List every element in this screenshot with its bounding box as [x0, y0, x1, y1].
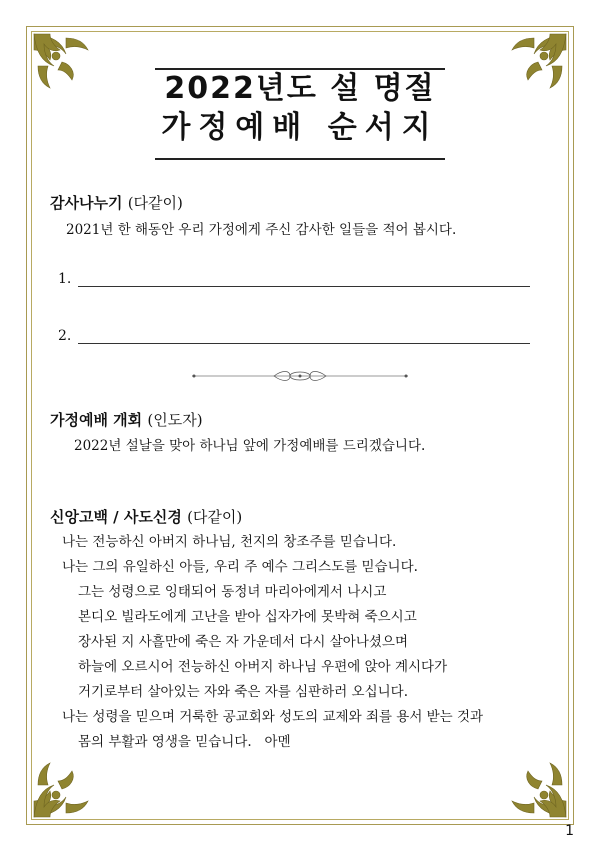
thanksgiving-instruction: 2021년 한 해동안 우리 가정에게 주신 감사한 일들을 적어 봅시다. [66, 222, 457, 238]
section-heading-text: 신앙고백 / 사도신경 [50, 508, 182, 526]
corner-ornament-bottom-left [32, 759, 92, 819]
corner-ornament-top-right [508, 32, 568, 92]
section-heading-opening [50, 409, 203, 430]
section-divider-ornament [190, 368, 410, 382]
writing-line-2 [78, 343, 530, 344]
creed-line: 나는 성령을 믿으며 거룩한 공교회와 성도의 교제와 죄를 용서 받는 것과 [62, 709, 484, 725]
creed-line: 하늘에 오르시어 전능하신 아버지 하나님 우편에 앉아 계시다가 [78, 659, 448, 675]
list-item-number: 2. [58, 328, 72, 344]
writing-line-1 [78, 286, 530, 287]
list-item-number: 1. [58, 271, 72, 287]
section-participant: (다같이) [127, 194, 183, 212]
creed-line: 장사된 지 사흘만에 죽은 자 가운데서 다시 살아나셨으며 [78, 634, 408, 650]
section-heading-text: 감사나누기 [50, 194, 123, 212]
section-heading-thanksgiving [50, 192, 183, 213]
opening-statement: 2022년 설날을 맞아 하나님 앞에 가정예배를 드리겠습니다. [74, 438, 426, 454]
title-rule-bottom [155, 158, 445, 160]
corner-ornament-top-left [32, 32, 92, 92]
section-heading-creed [50, 506, 242, 527]
page-number: 1 [565, 823, 574, 839]
creed-line: 몸의 부활과 영생을 믿습니다. 아멘 [78, 734, 291, 750]
creed-line: 본디오 빌라도에게 고난을 받아 십자가에 못박혀 죽으시고 [78, 609, 417, 625]
creed-line: 거기로부터 살아있는 자와 죽은 자를 심판하러 오십니다. [78, 684, 408, 700]
creed-line: 나는 전능하신 아버지 하나님, 천지의 창조주를 믿습니다. [62, 534, 397, 550]
creed-line: 나는 그의 유일하신 아들, 우리 주 예수 그리스도를 믿습니다. [62, 559, 418, 575]
section-participant: (다같이) [187, 508, 243, 526]
section-participant: (인도자) [147, 411, 203, 429]
section-heading-text: 가정예배 개회 [50, 411, 143, 429]
corner-ornament-bottom-right [508, 759, 568, 819]
creed-line: 그는 성령으로 잉태되어 동정녀 마리아에게서 나시고 [78, 584, 387, 600]
page-subtitle: 가정예배 순서지 [161, 110, 439, 145]
page-title: 2022년도 설 명절 [164, 71, 436, 106]
title-block [160, 70, 440, 148]
